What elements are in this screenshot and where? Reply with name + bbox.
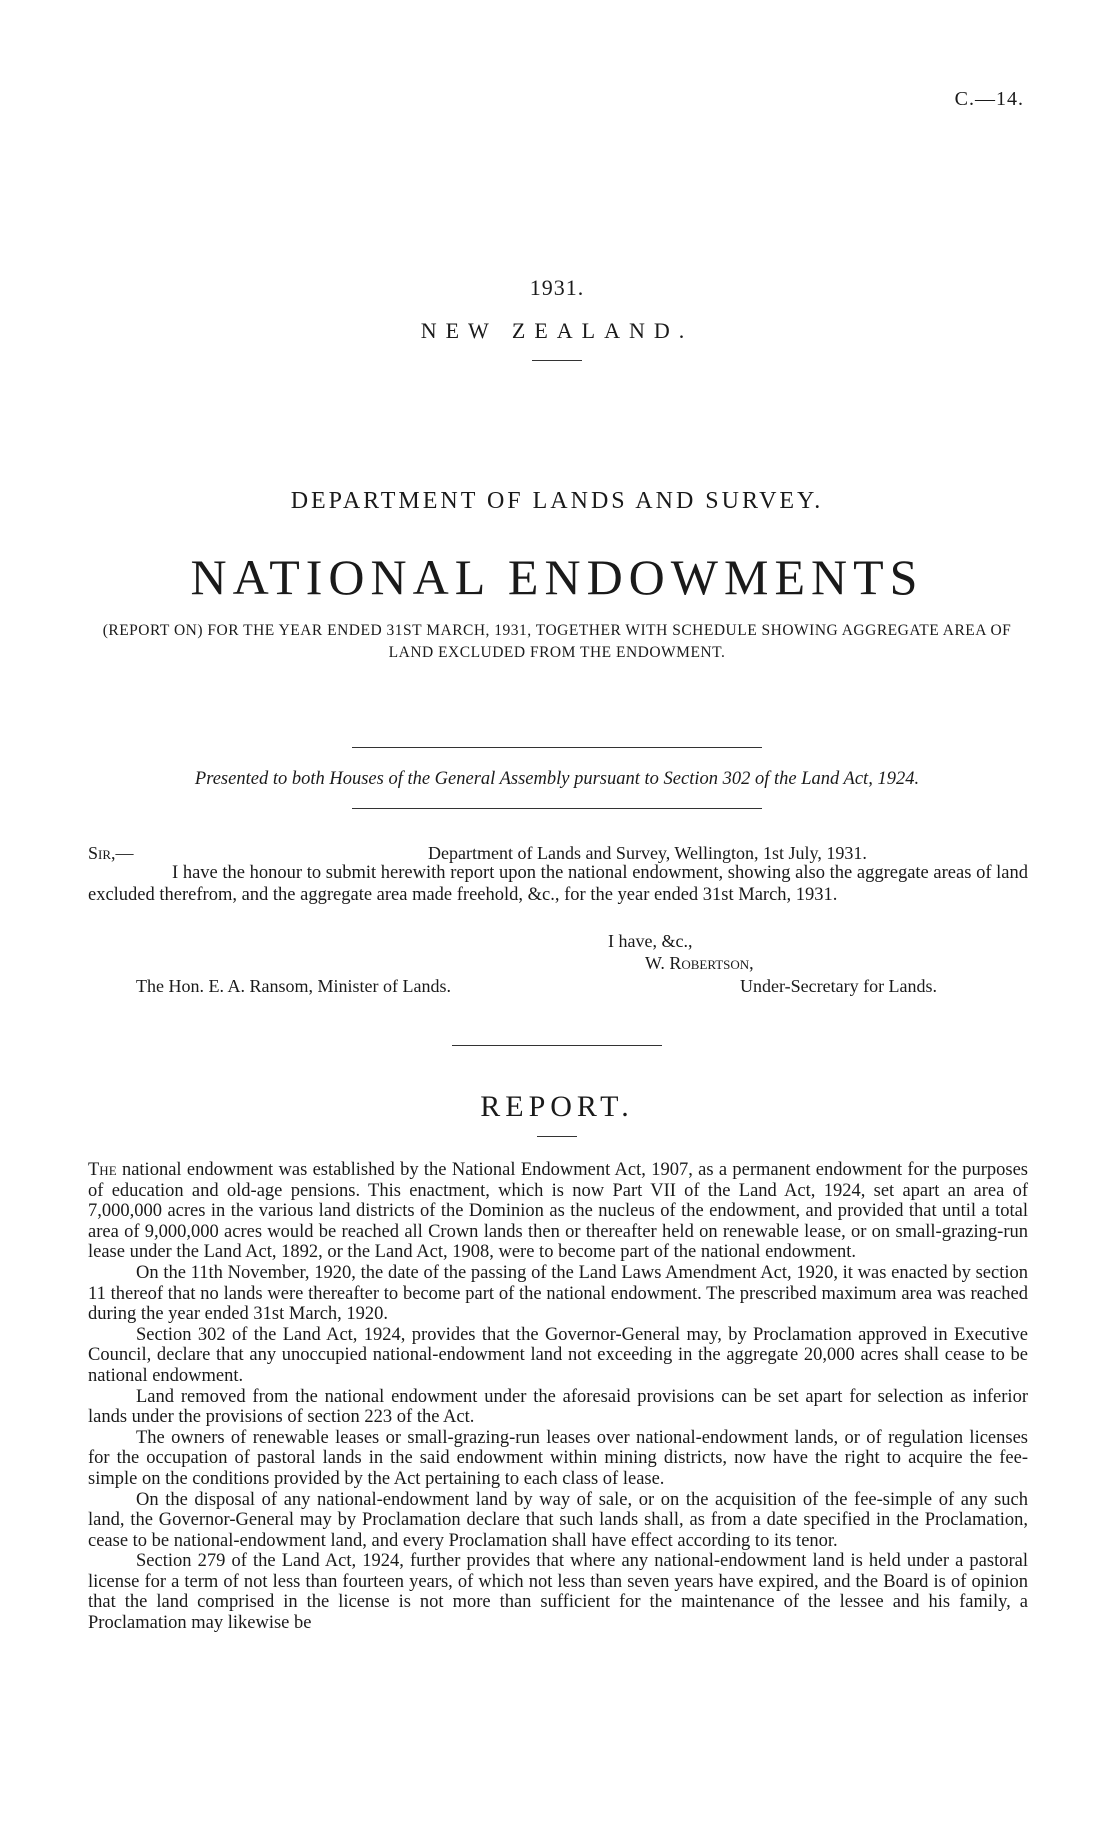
report-paragraph: Section 279 of the Land Act, 1924, further provides that where any national-endowment land is held under a pastoral license for a term of not less than fourteen years, of which not less than seven years have expired, and the Board is of opinion that the land comprised in the license is not more than sufficient for the maintenance of the lessee and his family, a Proclamation may likewise be	[88, 1551, 1028, 1634]
document-title: NATIONAL ENDOWMENTS	[190, 549, 924, 605]
report-paragraph: The national endowment was established by the National Endowment Act, 1907, as a permanent endowment for the purposes of education and old-age pensions. This enactment, which is now Part VII of the Land Act, 1924, set apart an area of 7,000,000 acres in the various land districts of the Dominion as the nucleus of the endowment, and provided that until a total area of 9,000,000 acres would be reached all Crown lands then or thereafter held on renewable lease, or on small-grazing-run lease under the Land Act, 1892, or the Land Act, 1908, were to become part of the national endowment.	[88, 1160, 1028, 1263]
country-heading: NEW ZEALAND.	[420, 318, 694, 343]
divider-rule	[452, 1045, 662, 1046]
divider-rule	[537, 1136, 577, 1137]
report-year: 1931.	[529, 275, 585, 300]
divider-rule	[532, 360, 582, 361]
divider-rule	[352, 747, 762, 748]
letter-addressee: The Hon. E. A. Ransom, Minister of Lands.	[136, 976, 451, 996]
letter-closing: I have, &c.,	[608, 931, 693, 951]
report-paragraph: On the 11th November, 1920, the date of the passing of the Land Laws Amendment Act, 1920, it was enacted by section 11 thereof that no lands were thereafter to become part of the national endowment. The prescribed maximum area was reached during the year ended 31st March, 1920.	[88, 1262, 1028, 1325]
document-subtitle: (REPORT ON) FOR THE YEAR ENDED 31ST MARCH, 1931, TOGETHER WITH SCHEDULE SHOWING AGGREGATE AREA OF LAND EXCLUDED FROM THE ENDOWMENT.	[102, 622, 1012, 661]
report-paragraph: The owners of renewable leases or small-grazing-run leases over national-endowment lands, or of regulation licenses for the occupation of pastoral lands in the said endowment within mining districts, now have the right to acquire the fee-simple on the conditions provided by the Act pertaining to each class of lease.	[88, 1427, 1028, 1489]
letter-salutation: Sir,—	[88, 843, 134, 863]
signer-title: Under-Secretary for Lands.	[740, 976, 938, 996]
report-paragraph: Section 302 of the Land Act, 1924, provides that the Governor-General may, by Proclamation approved in Executive Council, declare that any unoccupied national-endowment land not exceeding in the aggregate 20,000 acres shall cease to be national endowment.	[88, 1324, 1028, 1386]
document-reference: C.—14.	[954, 88, 1024, 110]
lead-word: The	[88, 1160, 117, 1180]
letter-signer	[645, 953, 754, 974]
signer-name: W. Robertson,	[645, 953, 754, 973]
divider-rule	[352, 808, 762, 809]
report-paragraph: Land removed from the national endowment under the aforesaid provisions can be set apart for selection as inferior lands under the provisions of section 223 of the Act.	[88, 1386, 1028, 1428]
letter-dateline: Department of Lands and Survey, Wellington, 1st July, 1931.	[428, 843, 867, 863]
report-paragraph: On the disposal of any national-endowment land by way of sale, or on the acquisition of the fee-simple of any such land, the Governor-General may by Proclamation declare that such lands shall, as from a date specified in the Proclamation, cease to be national-endowment land, and every Proclamation shall have effect according to its tenor.	[88, 1489, 1028, 1551]
department-heading: DEPARTMENT OF LANDS AND SURVEY.	[290, 488, 824, 514]
report-heading: REPORT.	[480, 1090, 634, 1123]
letter-body: I have the honour to submit herewith report upon the national endowment, showing also the aggregate areas of land excluded therefrom, and the aggregate area made freehold, &c., for the year ended 31st March, 1931.	[88, 863, 1028, 905]
report-body	[88, 1160, 1028, 1634]
presented-note: Presented to both Houses of the General Assembly pursuant to Section 302 of the Land Act, 1924.	[194, 769, 920, 789]
